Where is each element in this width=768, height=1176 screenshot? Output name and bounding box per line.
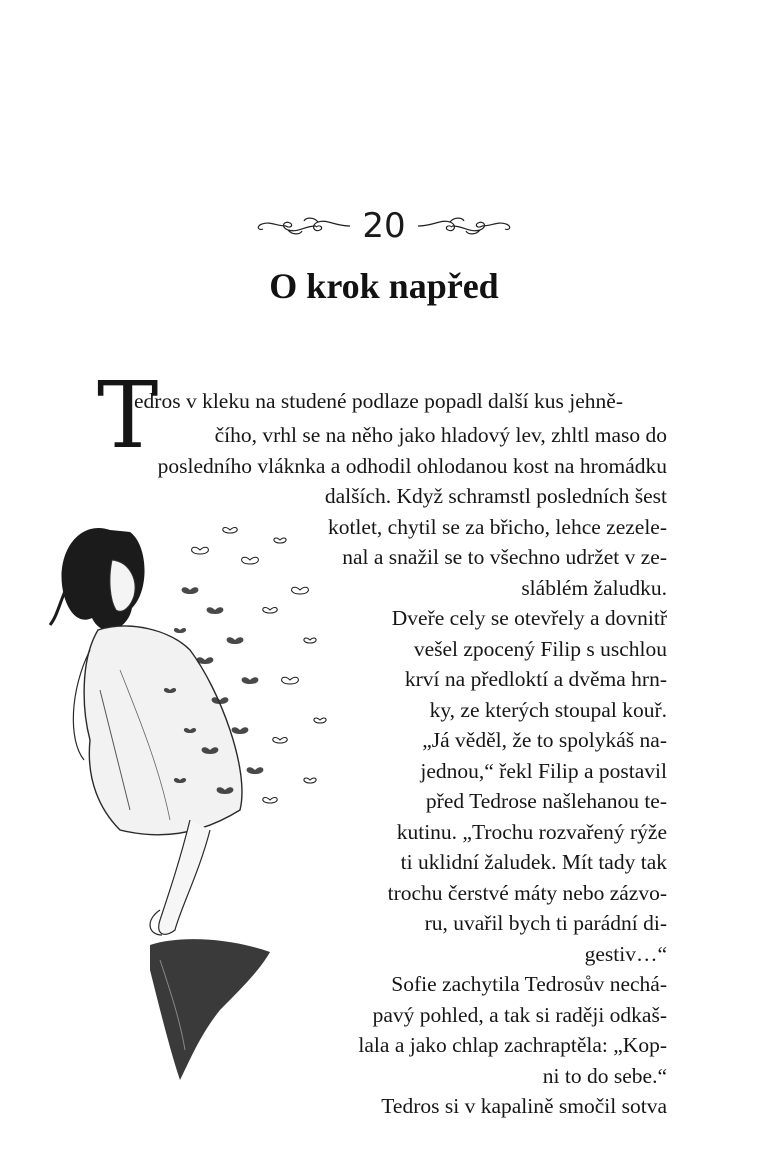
text-line: ni to do sebe.“ — [542, 1064, 667, 1088]
chapter-heading — [0, 206, 768, 246]
text-line: Tedros si v kapalině smočil sotva — [381, 1094, 667, 1118]
text-line: ti uklidní žaludek. Mít tady tak — [400, 850, 667, 874]
text-line: edros v kleku na studené podlaze popadl další kus jehně- — [134, 389, 623, 413]
chapter-title: O krok napřed — [269, 266, 499, 306]
text-line: ru, uvařil bych ti parádní di- — [424, 911, 667, 935]
text-line: nal a snažil se to všechno udržet v ze- — [342, 545, 667, 569]
drop-cap: T — [97, 362, 159, 469]
text-line: jednou,“ řekl Filip a postavil — [420, 759, 667, 783]
text-line: gestiv…“ — [584, 942, 667, 966]
left-flourish-ornament — [254, 213, 352, 239]
chapter-number: 20 — [362, 206, 406, 246]
text-line: Dveře cely se otevřely a dovnitř — [391, 606, 667, 630]
text-line: vešel zpocený Filip s uschlou — [413, 637, 667, 661]
text-line: sláblém žaludku. — [521, 576, 667, 600]
text-line: ky, ze kterých stoupal kouř. — [429, 698, 667, 722]
text-line: před Tedrose našlehanou te- — [425, 789, 667, 813]
text-line: kutinu. „Trochu rozvařený rýže — [396, 820, 667, 844]
text-line: dalších. Když schramstl posledních šest — [324, 484, 667, 508]
girl-with-butterflies-illustration — [40, 490, 340, 1090]
illustration-drawing — [40, 490, 340, 1090]
text-line: posledního vláknka a odhodil ohlodanou kost na hromádku — [157, 454, 667, 478]
text-line: „Já věděl, že to spolykáš na- — [422, 728, 667, 752]
text-line: kotlet, chytil se za břicho, lehce zezele- — [327, 515, 667, 539]
text-line: krví na předloktí a dvěma hrn- — [404, 667, 667, 691]
text-line: lala a jako chlap zachraptěla: „Kop- — [358, 1033, 667, 1057]
text-line: Sofie zachytila Tedrosův nechá- — [391, 972, 667, 996]
text-line: pavý pohled, a tak si raději odkaš- — [372, 1003, 667, 1027]
text-line: trochu čerstvé máty nebo zázvo- — [387, 881, 667, 905]
text-line: čího, vrhl se na něho jako hladový lev, zhltl maso do — [214, 423, 667, 447]
right-flourish-ornament — [416, 213, 514, 239]
